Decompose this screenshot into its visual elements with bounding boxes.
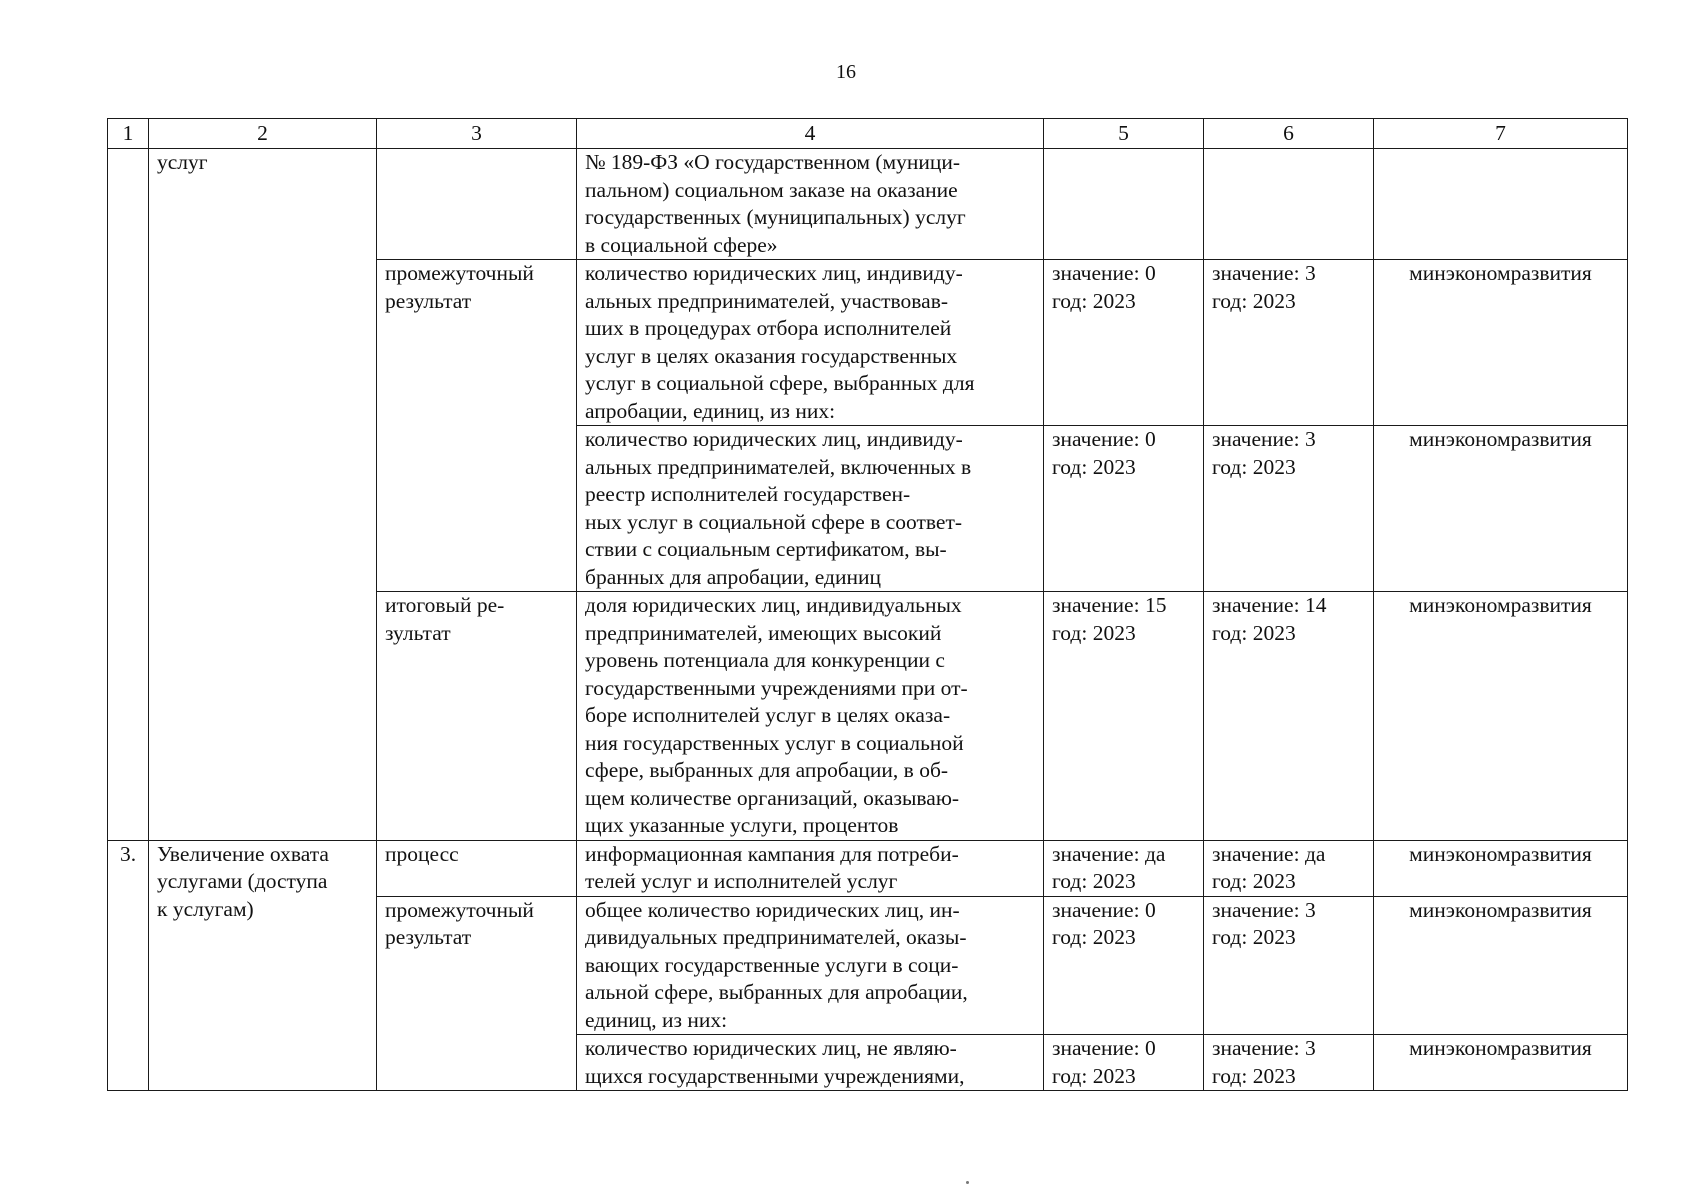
result-type-line: процесс xyxy=(385,841,459,866)
indicator-text-line: предпринимателей, имеющих высокий xyxy=(585,620,942,645)
result-type-line: промежуточный xyxy=(385,261,534,285)
base-value-line: год: 2023 xyxy=(1052,869,1136,893)
indicator-text-line: информационная кампания для потреби- xyxy=(585,841,959,866)
indicator-text-line: в социальной сфере» xyxy=(585,232,778,257)
target-value-line: значение: 3 xyxy=(1212,897,1316,922)
indicator-text-line: сфере, выбранных для апробации, в об- xyxy=(585,758,949,782)
target-value-line: год: 2023 xyxy=(1212,925,1296,949)
group-number xyxy=(108,840,149,1091)
responsible-body-line: минэкономразвития xyxy=(1409,897,1592,922)
indicator-text-line: услуг в социальной сфере, выбранных для xyxy=(585,371,975,395)
indicator-text-line: апробации, единиц, из них: xyxy=(585,398,836,423)
target-value-line: значение: 3 xyxy=(1212,1036,1316,1060)
indicator-text-line: услуг в целях оказания государственных xyxy=(585,343,958,368)
result-type xyxy=(377,840,577,896)
indicator-text xyxy=(577,592,1044,841)
indicator-text-line: телей услуг и исполнителей услуг xyxy=(585,869,898,893)
group-name xyxy=(149,149,377,841)
indicator-text-line: ных услуг в социальной сфере в соответ- xyxy=(585,509,963,534)
indicator-text-line: ствии с социальным сертификатом, вы- xyxy=(585,537,947,561)
indicator-text-line: единиц, из них: xyxy=(585,1007,728,1032)
indicators-table xyxy=(107,118,1628,1091)
base-value xyxy=(1044,896,1204,1035)
indicator-text-line: вающих государственные услуги в соци- xyxy=(585,952,959,977)
target-value xyxy=(1204,260,1374,426)
responsible-body xyxy=(1374,840,1628,896)
indicator-text-line: количество юридических лиц, индивиду- xyxy=(585,261,963,285)
indicator-text-line: доля юридических лиц, индивидуальных xyxy=(585,593,962,617)
base-value xyxy=(1044,1035,1204,1091)
target-value-line: год: 2023 xyxy=(1212,1063,1296,1088)
indicator-text xyxy=(577,896,1044,1035)
indicator-text-line: щих указанные услуги, процентов xyxy=(585,813,899,837)
indicator-text xyxy=(577,840,1044,896)
responsible-body-line: минэкономразвития xyxy=(1409,593,1592,617)
result-type xyxy=(377,592,577,841)
target-value-line: значение: 3 xyxy=(1212,427,1316,451)
base-value xyxy=(1044,149,1204,260)
base-value-line: год: 2023 xyxy=(1052,925,1136,949)
indicator-text-line: боре исполнителей услуг в целях оказа- xyxy=(585,703,951,727)
table-row xyxy=(108,840,1628,896)
responsible-body xyxy=(1374,592,1628,841)
target-value xyxy=(1204,896,1374,1035)
indicator-text-line: альных предпринимателей, участвовав- xyxy=(585,288,949,313)
base-value-line: значение: 15 xyxy=(1052,593,1167,617)
indicator-text-line: щем количестве организаций, оказываю- xyxy=(585,785,960,810)
responsible-body-line: минэкономразвития xyxy=(1409,1036,1592,1060)
target-value-line: год: 2023 xyxy=(1212,869,1296,893)
result-type xyxy=(377,896,577,1091)
group-name-line: Увеличение охвата xyxy=(157,841,329,866)
target-value-line: значение: да xyxy=(1212,841,1326,866)
base-value xyxy=(1044,840,1204,896)
indicator-text-line: № 189-ФЗ «О государственном (муници- xyxy=(585,150,961,174)
target-value xyxy=(1204,840,1374,896)
column-header: 3 xyxy=(377,119,577,149)
indicator-text xyxy=(577,1035,1044,1091)
indicator-text-line: уровень потенциала для конкуренции с xyxy=(585,648,945,672)
responsible-body xyxy=(1374,149,1628,260)
result-type-line: результат xyxy=(385,288,472,313)
indicator-text-line: государственных (муниципальных) услуг xyxy=(585,205,966,229)
responsible-body xyxy=(1374,426,1628,592)
group-number xyxy=(108,149,149,841)
indicator-text-line: дивидуальных предпринимателей, оказы- xyxy=(585,925,967,949)
responsible-body xyxy=(1374,896,1628,1035)
responsible-body-line: минэкономразвития xyxy=(1409,427,1592,451)
indicator-text xyxy=(577,260,1044,426)
column-header: 7 xyxy=(1374,119,1628,149)
column-header: 5 xyxy=(1044,119,1204,149)
base-value-line: значение: 0 xyxy=(1052,427,1156,451)
result-type xyxy=(377,149,577,260)
responsible-body xyxy=(1374,1035,1628,1091)
column-header: 1 xyxy=(108,119,149,149)
responsible-body-line: минэкономразвития xyxy=(1409,841,1592,866)
base-value-line: значение: 0 xyxy=(1052,261,1156,285)
indicator-text-line: пальном) социальном заказе на оказание xyxy=(585,177,958,202)
indicator-text-line: общее количество юридических лиц, ин- xyxy=(585,897,960,922)
indicator-text-line: щихся государственными учреждениями, xyxy=(585,1063,965,1088)
table-row xyxy=(108,149,1628,260)
column-header: 2 xyxy=(149,119,377,149)
base-value-line: год: 2023 xyxy=(1052,620,1136,645)
column-header: 6 xyxy=(1204,119,1374,149)
indicator-text-line: государственными учреждениями при от- xyxy=(585,675,968,700)
table-body xyxy=(108,119,1628,1091)
scan-mark xyxy=(966,1181,969,1184)
header-row xyxy=(108,119,1628,149)
target-value xyxy=(1204,592,1374,841)
group-name xyxy=(149,840,377,1091)
target-value xyxy=(1204,149,1374,260)
base-value xyxy=(1044,592,1204,841)
base-value-line: значение: 0 xyxy=(1052,1036,1156,1060)
indicator-text-line: количество юридических лиц, индивиду- xyxy=(585,427,963,451)
result-type xyxy=(377,260,577,592)
base-value-line: год: 2023 xyxy=(1052,288,1136,313)
target-value-line: год: 2023 xyxy=(1212,620,1296,645)
group-name-line: к услугам) xyxy=(157,896,254,921)
target-value-line: год: 2023 xyxy=(1212,288,1296,313)
base-value-line: год: 2023 xyxy=(1052,454,1136,479)
indicator-text-line: реестр исполнителей государствен- xyxy=(585,482,911,506)
base-value-line: значение: 0 xyxy=(1052,897,1156,922)
indicator-text-line: бранных для апробации, единиц xyxy=(585,564,881,589)
base-value xyxy=(1044,260,1204,426)
target-value xyxy=(1204,1035,1374,1091)
indicator-text-line: ния государственных услуг в социальной xyxy=(585,730,964,755)
result-type-line: промежуточный xyxy=(385,897,534,922)
target-value-line: год: 2023 xyxy=(1212,454,1296,479)
group-name-line: услуг xyxy=(157,150,208,174)
indicator-text xyxy=(577,149,1044,260)
base-value-line: значение: да xyxy=(1052,841,1166,866)
indicator-text-line: количество юридических лиц, не являю- xyxy=(585,1036,957,1060)
target-value-line: значение: 3 xyxy=(1212,261,1316,285)
result-type-line: итоговый ре- xyxy=(385,593,505,617)
base-value-line: год: 2023 xyxy=(1052,1063,1136,1088)
column-header: 4 xyxy=(577,119,1044,149)
responsible-body-line: минэкономразвития xyxy=(1409,261,1592,285)
target-value-line: значение: 14 xyxy=(1212,593,1327,617)
result-type-line: зультат xyxy=(385,620,451,645)
base-value xyxy=(1044,426,1204,592)
indicator-text-line: ших в процедурах отбора исполнителей xyxy=(585,316,952,340)
responsible-body xyxy=(1374,260,1628,426)
page-number: 16 xyxy=(836,61,856,83)
target-value xyxy=(1204,426,1374,592)
group-number-line: 3. xyxy=(119,841,137,866)
indicator-text-line: альной сфере, выбранных для апробации, xyxy=(585,980,968,1004)
indicator-text-line: альных предпринимателей, включенных в xyxy=(585,454,972,479)
indicator-text xyxy=(577,426,1044,592)
group-name-line: услугами (доступа xyxy=(157,869,328,893)
result-type-line: результат xyxy=(385,925,472,949)
